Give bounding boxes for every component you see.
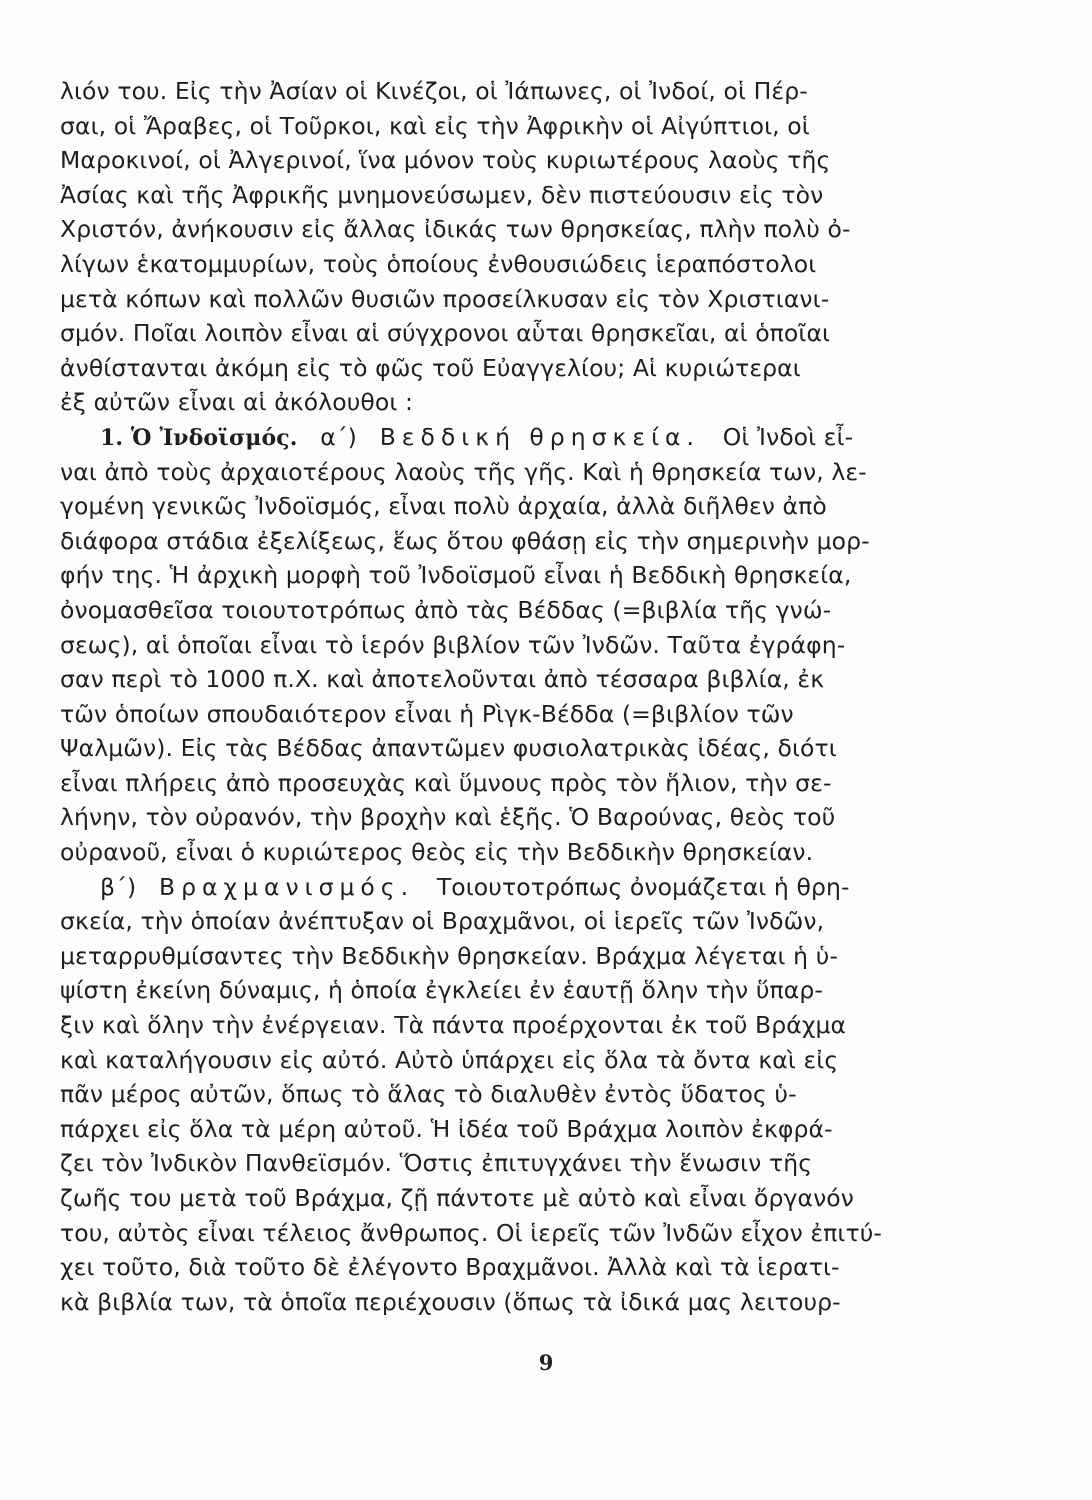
- text-line: σαν περὶ τὸ 1000 π.Χ. καὶ ἀποτελοῦνται ἀπὸ τέσσαρα βιβλία, ἐκ: [60, 665, 825, 694]
- text-line: γομένη γενικῶς Ἰνδοϊσμός, εἶναι πολὺ ἀρχαία, ἀλλὰ διῆλθεν ἀπὸ: [60, 492, 827, 521]
- text-line: ψίστη ἐκείνη δύναμις, ἡ ὁποία ἐγκλείει ἐν ἑαυτῇ ὅλην τὴν ὕπαρ-: [60, 976, 823, 1005]
- page-number: 9: [538, 1350, 554, 1375]
- text-line: Μαροκινοί, οἱ Ἀλγερινοί, ἵνα μόνον τοὺς κυριωτέρους λαοὺς τῆς: [60, 146, 831, 175]
- text-line: ἐξ αὐτῶν εἶναι αἱ ἀκόλουθοι :: [60, 388, 413, 417]
- text-line: οὐρανοῦ, εἶναι ὁ κυριώτερος θεὸς εἰς τὴν Βεδδικὴν θρησκείαν.: [60, 838, 814, 867]
- subsection-title: Βραχμανισμός.: [158, 872, 415, 901]
- subsection-label: α΄): [320, 422, 357, 451]
- subsection-heading-line: [60, 870, 1040, 905]
- text-line: εἶναι πλήρεις ἀπὸ προσευχὰς καὶ ὕμνους πρὸς τὸν ἥλιον, τὴν σε-: [60, 768, 832, 797]
- text-line: χει τοῦτο, διὰ τοῦτο δὲ ἐλέγοντο Βραχμᾶνοι. Ἀλλὰ καὶ τὰ ἱερατι-: [60, 1253, 840, 1282]
- text-line: πάρχει εἰς ὅλα τὰ μέρη αὐτοῦ. Ἡ ἰδέα τοῦ Βράχμα λοιπὸν ἐκφρά-: [60, 1114, 833, 1143]
- body-text: [60, 74, 1040, 1319]
- section-heading-line: [60, 420, 1040, 455]
- text-line: ὀνομασθεῖσα τοιουτοτρόπως ἀπὸ τὰς Βέδδας (=βιβλία τῆς γνώ-: [60, 595, 832, 624]
- text-line: ναι ἀπὸ τοὺς ἀρχαιοτέρους λαοὺς τῆς γῆς. Καὶ ἡ θρησκεία των, λε-: [60, 457, 867, 486]
- text-line: ξιν καὶ ὅλην τὴν ἐνέργειαν. Τὰ πάντα προέρχονται ἐκ τοῦ Βράχμα: [60, 1011, 847, 1040]
- subsection-label: β΄): [100, 872, 137, 901]
- text-line: πᾶν μέρος αὐτῶν, ὅπως τὸ ἅλας τὸ διαλυθὲν ἐντὸς ὕδατος ὑ-: [60, 1080, 797, 1109]
- subsection-title: Βεδδική θρησκεία.: [379, 422, 700, 451]
- text-line: λιόν του. Εἰς τὴν Ἀσίαν οἱ Κινέζοι, οἱ Ἰάπωνες, οἱ Ἰνδοί, οἱ Πέρ-: [60, 77, 808, 105]
- text-line: Ψαλμῶν). Εἰς τὰς Βέδδας ἀπαντῶμεν φυσιολατρικὰς ἰδέας, διότι: [60, 734, 837, 763]
- text-line: λίγων ἑκατομμυρίων, τοὺς ὁποίους ἐνθουσιώδεις ἱεραπόστολοι: [60, 249, 817, 278]
- text-fragment: Τοιουτοτρόπως ὀνομάζεται ἡ θρη-: [436, 872, 850, 901]
- text-line: σμόν. Ποῖαι λοιπὸν εἶναι αἱ σύγχρονοι αὗται θρησκεῖαι, αἱ ὁποῖαι: [60, 319, 831, 348]
- text-line: σκεία, τὴν ὁποίαν ἀνέπτυξαν οἱ Βραχμᾶνοι, οἱ ἱερεῖς τῶν Ἰνδῶν,: [60, 907, 825, 936]
- text-line: σεως), αἱ ὁποῖαι εἶναι τὸ ἱερόν βιβλίον τῶν Ἰνδῶν. Ταῦτα ἐγράφη-: [60, 630, 846, 659]
- text-line: κὰ βιβλία των, τὰ ὁποῖα περιέχουσιν (ὅπως τὰ ἰδικά μας λειτουρ-: [60, 1287, 841, 1316]
- text-line: μετὰ κόπων καὶ πολλῶν θυσιῶν προσείλκυσαν εἰς τὸν Χριστιανι-: [60, 284, 830, 313]
- text-line: ζωῆς του μετὰ τοῦ Βράχμα, ζῇ πάντοτε μὲ αὐτὸ καὶ εἶναι ὄργανόν: [60, 1184, 855, 1212]
- text-line: Χριστόν, ἀνήκουσιν εἰς ἄλλας ἰδικάς των θρησκείας, πλὴν πολὺ ὀ-: [60, 215, 851, 244]
- text-line: τῶν ὁποίων σπουδαιότερον εἶναι ἡ Ρὶγκ-Βέδδα (=βιβλίον τῶν: [60, 699, 794, 728]
- text-line: διάφορα στάδια ἐξελίξεως, ἕως ὅτου φθάσῃ εἰς τὴν σημερινὴν μορ-: [60, 526, 870, 555]
- text-line: του, αὐτὸς εἶναι τέλειος ἄνθρωπος. Οἱ ἱερεῖς τῶν Ἰνδῶν εἶχον ἐπιτύ-: [60, 1218, 883, 1247]
- text-line: Ἀσίας καὶ τῆς Ἀφρικῆς μνημονεύσωμεν, δὲν πιστεύουσιν εἰς τὸν: [60, 180, 824, 209]
- text-line: φήν της. Ἡ ἀρχικὴ μορφὴ τοῦ Ἰνδοϊσμοῦ εἶναι ἡ Βεδδικὴ θρησκεία,: [60, 561, 852, 590]
- text-line: ζει τὸν Ἰνδικὸν Πανθεϊσμόν. Ὅστις ἐπιτυγχάνει τὴν ἕνωσιν τῆς: [60, 1149, 813, 1178]
- text-line: λήνην, τὸν οὐρανόν, τὴν βροχὴν καὶ ἑξῆς. Ὁ Βαρούνας, θεὸς τοῦ: [60, 803, 836, 832]
- section-heading: 1. Ὁ Ἰνδοϊσμός.: [100, 424, 298, 451]
- text-line: ἀνθίστανται ἀκόμη εἰς τὸ φῶς τοῦ Εὐαγγελίου; Αἱ κυριώτεραι: [60, 353, 801, 382]
- text-line: καὶ καταλήγουσιν εἰς αὐτό. Αὐτὸ ὑπάρχει εἰς ὅλα τὰ ὄντα καὶ εἰς: [60, 1045, 839, 1074]
- text-fragment: Οἱ Ἰνδοὶ εἶ-: [722, 422, 854, 451]
- text-line: σαι, οἱ Ἄραβες, οἱ Τοῦρκοι, καὶ εἰς τὴν Ἀφρικὴν οἱ Αἰγύπτιοι, οἱ: [60, 111, 810, 140]
- text-line: μεταρρυθμίσαντες τὴν Βεδδικὴν θρησκείαν. Βράχμα λέγεται ἡ ὑ-: [60, 941, 839, 970]
